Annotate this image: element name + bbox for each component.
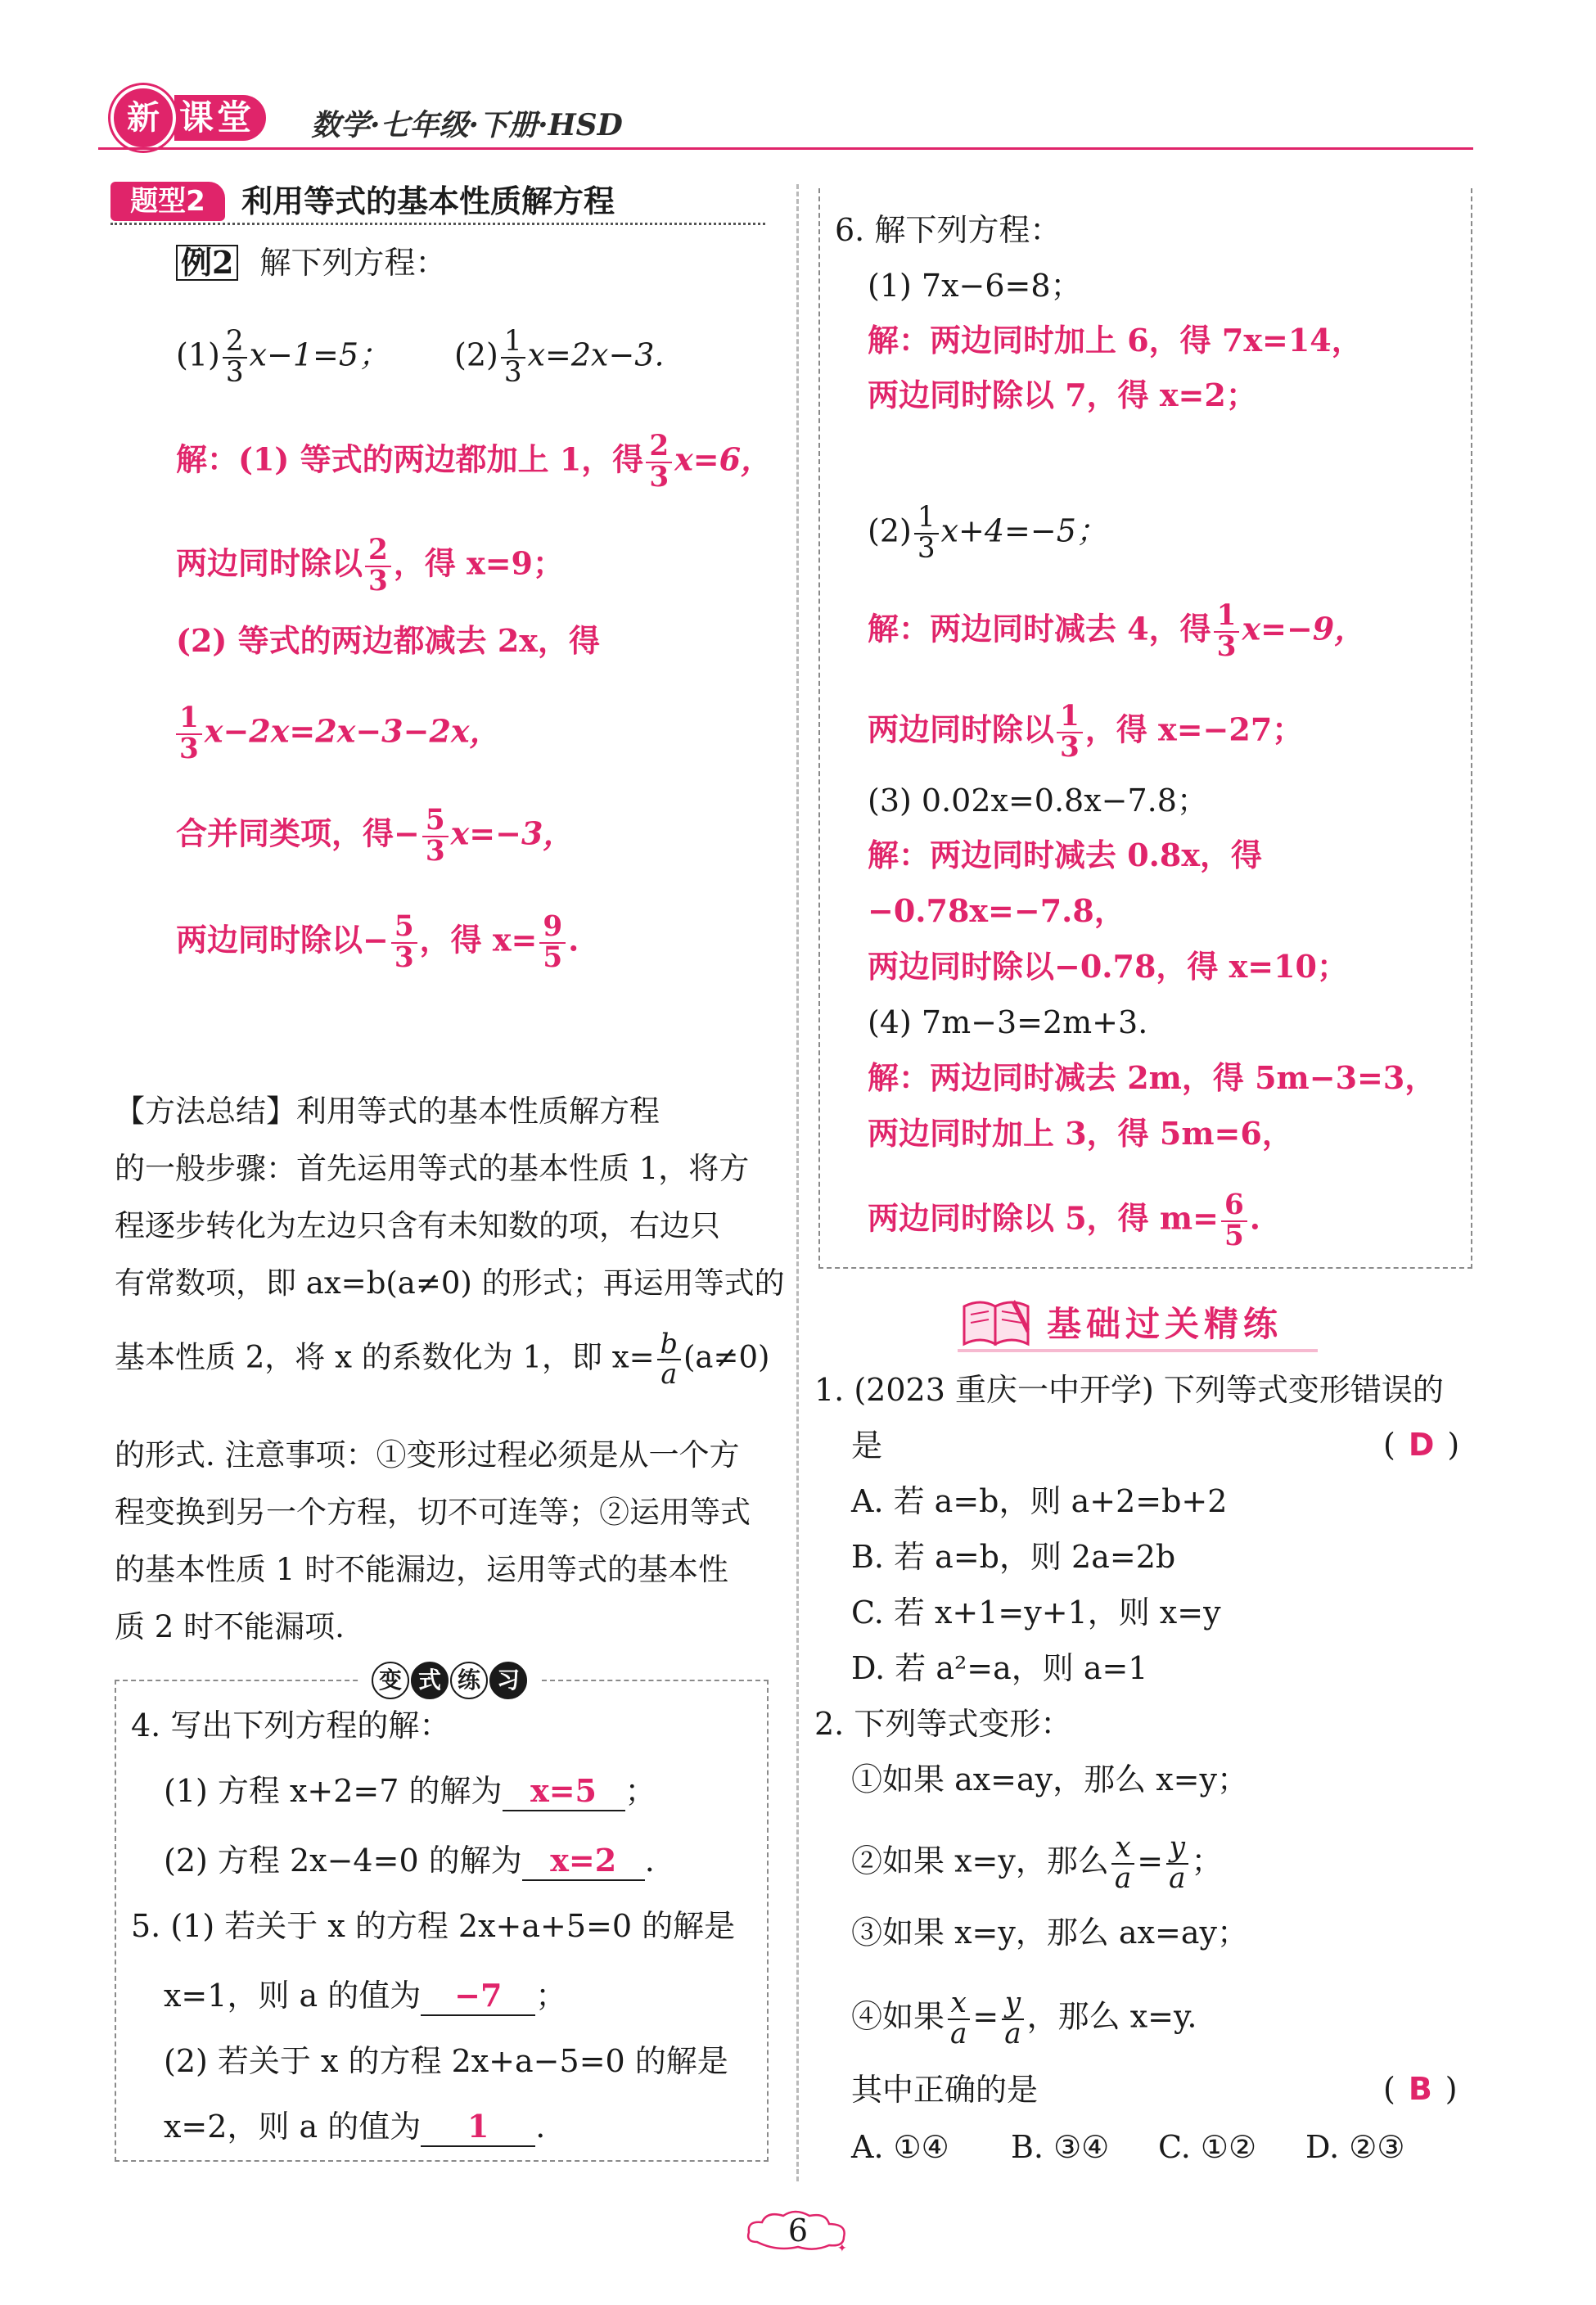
example-label: 例2 [176, 245, 238, 281]
book-icon [958, 1295, 1035, 1349]
q6-p2-step1: 解：两边同时减去 4，得 $\frac{1}{3}$ x=−9， [868, 599, 1366, 663]
q6-p3-step3: 两边同时除以−0.78，得 x=10； [868, 948, 1348, 985]
method-line: 有常数项，即 ax=b(a≠0) 的形式；再运用等式的 [115, 1265, 785, 1301]
basic-q1-answer: ( D ) [1383, 1427, 1460, 1463]
solution-line-4: $\frac{1}{3}$ x−2x=2x−3−2x， [176, 704, 501, 765]
basic-q2-stmt-3: ③如果 x=y，那么 ax=ay； [851, 1915, 1248, 1951]
basic-q1-option: D. 若 a²=a，则 a=1 [851, 1650, 1148, 1686]
q4-part2: (2) 方程 2x−4=0 的解为 x=2 . [164, 1842, 655, 1881]
q4-answer-2: x=2 [522, 1842, 645, 1881]
q4-part1: (1) 方程 x+2=7 的解为 x=5 ； [164, 1772, 656, 1811]
basic-q1-option: C. 若 x+1=y+1，则 x=y [851, 1595, 1221, 1631]
logo-text: 课堂 [174, 95, 266, 141]
q6-p1-step2: 两边同时除以 7，得 x=2； [868, 377, 1257, 413]
header-rule [98, 147, 1473, 150]
variant-badge: 变 式 练 习 [360, 1662, 539, 1699]
method-line: 的一般步骤：首先运用等式的基本性质 1，将方 [115, 1151, 750, 1186]
page-number-badge [741, 2206, 855, 2255]
q5-line-2: x=1，则 a 的值为 −7 ； [164, 1977, 566, 2016]
method-line: 质 2 时不能漏项. [115, 1609, 345, 1644]
example-prompt: 例2 解下列方程： [176, 244, 447, 282]
q5-line-3: (2) 若关于 x 的方程 2x+a−5=0 的解是 [164, 2043, 728, 2079]
q6-p4-step3: 两边同时除以 5，得 m= $\frac{6}{5}$ . [868, 1189, 1260, 1252]
basic-q2-option: A. ①④ [851, 2129, 949, 2165]
basic-q1-line-2: 是 [851, 1428, 883, 1464]
method-line: 的基本性质 1 时不能漏边，运用等式的基本性 [115, 1552, 729, 1587]
basic-q1-option: B. 若 a=b，则 2a=2b [851, 1539, 1176, 1575]
q6-p3-step1: 解：两边同时减去 0.8x，得 [868, 837, 1262, 873]
basic-q1-option: A. 若 a=b，则 a+2=b+2 [851, 1483, 1228, 1519]
basic-q2-stmt-1: ①如果 ax=ay，那么 x=y； [851, 1761, 1248, 1798]
basic-q2-stmt-2: ②如果 x=y，那么 $\frac{x}{a}$ = $\frac{y}{a}$ ； [851, 1831, 1223, 1895]
method-line: 程逐步转化为左边只含有未知数的项，右边只 [115, 1208, 720, 1243]
basic-q2-option: C. ①② [1158, 2129, 1257, 2165]
solution-line-2: 两边同时除以 $\frac{2}{3}$ ，得 x=9； [176, 534, 564, 598]
q6-p3-step2: −0.78x=−7.8， [868, 892, 1125, 929]
type-title: 利用等式的基本性质解方程 [241, 183, 615, 219]
svg-text:✦: ✦ [837, 2242, 847, 2255]
solution-line-5: 合并同类项，得− $\frac{5}{3}$ x=−3， [176, 804, 575, 868]
book-title: 数学·七年级·下册·HSD [311, 108, 623, 142]
basic-q2-title: 2. 下列等式变形： [814, 1706, 1072, 1742]
q6-p4-step2: 两边同时加上 3，得 5m=6， [868, 1115, 1293, 1152]
q6-p4-step1: 解：两边同时减去 2m，得 5m−3=3， [868, 1059, 1436, 1096]
example-q2: (2) $\frac{1}{3}$ x=2x−3. [454, 325, 665, 389]
q6-part4: (4) 7m−3=2m+3. [868, 1004, 1148, 1040]
basic-q1-line-1: 1. (2023 重庆一中开学) 下列等式变形错误的 [814, 1372, 1444, 1408]
type-rule [110, 223, 765, 225]
column-divider [796, 184, 799, 2181]
q6-part3: (3) 0.02x=0.8x−7.8； [868, 783, 1208, 819]
q4-title: 4. 写出下列方程的解： [131, 1707, 451, 1743]
method-line: 【方法总结】利用等式的基本性质解方程 [115, 1094, 660, 1129]
q6-title: 6. 解下列方程： [835, 212, 1062, 248]
section-underline [958, 1349, 1318, 1352]
basic-q2-answer: ( B ) [1383, 2071, 1458, 2107]
solution-line-3: (2) 等式的两边都减去 2x，得 [176, 622, 600, 659]
example-q1: (1) $\frac{2}{3}$ x−1=5； [176, 325, 390, 389]
page-number: 6 [787, 2213, 809, 2249]
q6-p1-step1: 解：两边同时加上 6，得 7x=14， [868, 322, 1363, 359]
solution-line-6: 两边同时除以− $\frac{5}{3}$ ，得 x= $\frac{9}{5}$ . [176, 910, 579, 974]
solution-line-1: 解：(1) 等式的两边都加上 1，得 $\frac{2}{3}$ x=6， [176, 430, 773, 494]
brand-logo [110, 85, 307, 151]
basic-q2-option: B. ③④ [1011, 2129, 1110, 2165]
q5-line-4: x=2，则 a 的值为 1 . [164, 2108, 545, 2147]
type-tag: 题型2 [110, 182, 225, 221]
basic-q2-stmt-4: ④如果 $\frac{x}{a}$ = $\frac{y}{a}$ ，那么 x=y. [851, 1987, 1197, 2050]
basic-q2-ask: 其中正确的是 [851, 2072, 1039, 2108]
q6-part1: (1) 7x−6=8； [868, 268, 1082, 304]
logo-badge: 新 [110, 85, 176, 151]
q6-p2-step2: 两边同时除以 $\frac{1}{3}$ ，得 x=−27； [868, 700, 1304, 764]
q5-answer-2: 1 [421, 2108, 535, 2147]
method-line: 的形式. 注意事项：①变形过程必须是从一个方 [115, 1437, 740, 1473]
basic-section-title: 基础过关精练 [958, 1295, 1283, 1349]
method-line: 程变换到另一个方程，切不可连等；②运用等式 [115, 1495, 751, 1530]
q5-line-1: 5. (1) 若关于 x 的方程 2x+a+5=0 的解是 [131, 1908, 736, 1944]
q5-answer-1: −7 [421, 1977, 535, 2016]
q4-answer-1: x=5 [503, 1772, 625, 1811]
method-line: 基本性质 2，将 x 的系数化为 1，即 x= $\frac{b}{a}$ (a≠0) [115, 1328, 770, 1390]
q6-part2: (2) $\frac{1}{3}$ x+4=−5； [868, 501, 1107, 565]
basic-q2-option: D. ②③ [1305, 2129, 1405, 2165]
